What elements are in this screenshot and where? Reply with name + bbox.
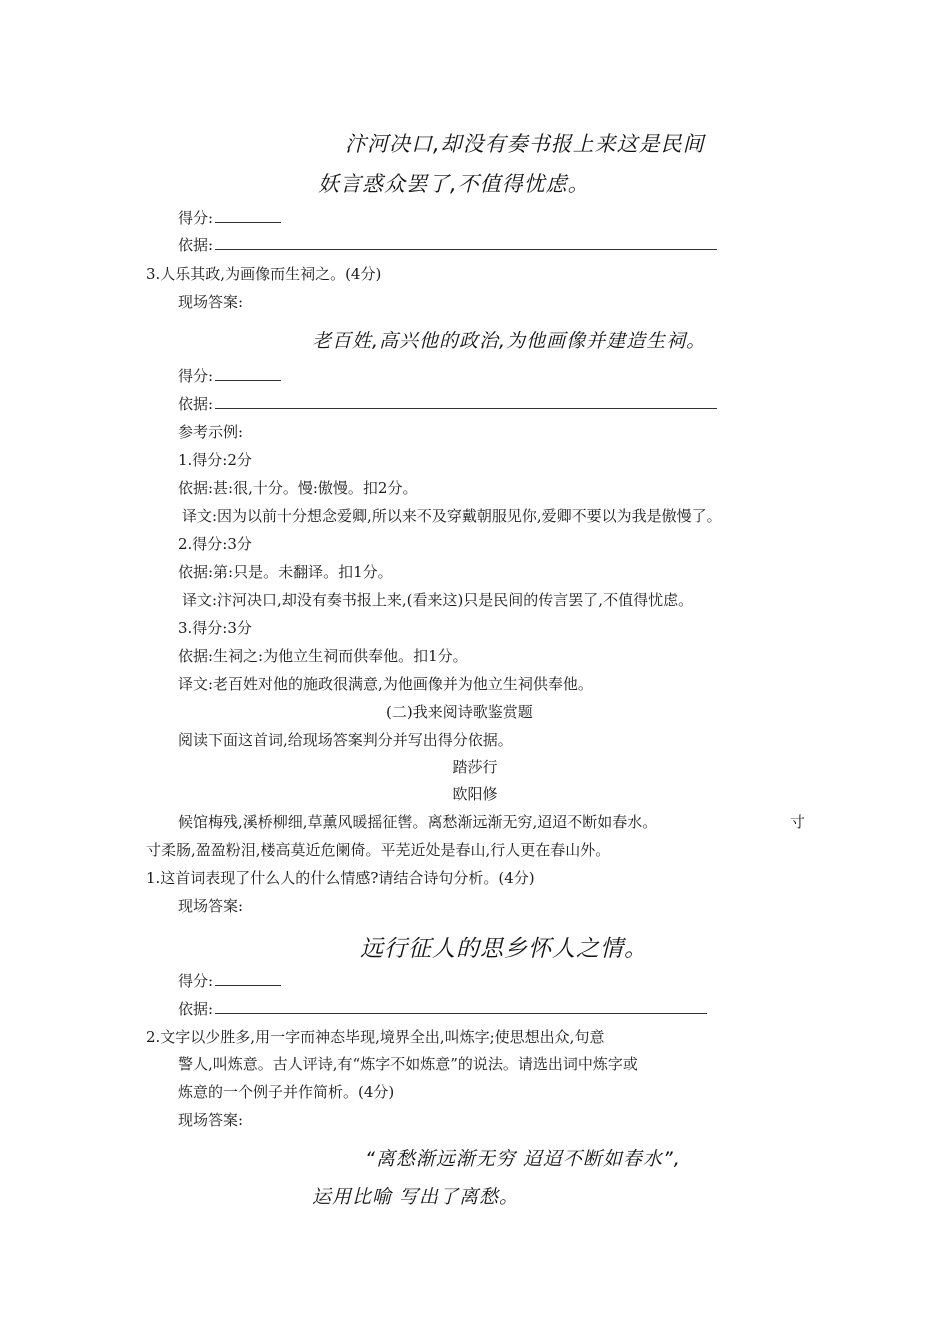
reference-3-basis: 依据:生祠之:为他立生祠而供奉他。扣1分。 — [178, 647, 468, 665]
basis-row-q3 — [178, 394, 717, 414]
poem-question-1: 1.这首词表现了什么人的什么情感?请结合诗句分析。(4分) — [146, 869, 535, 887]
poem-question-2-line1: 2.文字以少胜多,用一字而神态毕现,境界全出,叫炼字;使思想出众,句意 — [146, 1028, 605, 1046]
score-label: 得分: — [178, 972, 214, 990]
basis-label: 依据: — [178, 1000, 214, 1018]
score-label: 得分: — [178, 367, 214, 385]
reference-2-score: 2.得分:3分 — [178, 535, 252, 553]
section-instruction: 阅读下面这首词,给现场答案判分并写出得分依据。 — [178, 731, 513, 749]
score-row-pq1 — [178, 971, 281, 991]
basis-blank[interactable] — [215, 394, 717, 409]
reference-3-score: 3.得分:3分 — [178, 619, 252, 637]
score-row-q3 — [178, 366, 281, 386]
score-blank[interactable] — [215, 366, 281, 381]
question-3: 3.人乐其政,为画像而生祠之。(4分) — [146, 265, 382, 283]
score-blank[interactable] — [215, 971, 281, 986]
onsite-answer-label-q3: 现场答案: — [178, 293, 244, 311]
handwritten-answer-poem-2-line1: “离愁渐远渐无穷 迢迢不断如春水”, — [365, 1148, 681, 1170]
handwritten-answer-q2-line1: 汴河决口,却没有奏书报上来这是民间 — [345, 132, 705, 156]
poem-question-2-line3: 炼意的一个例子并作简析。(4分) — [178, 1083, 395, 1101]
poem-line-1: 候馆梅残,溪桥柳细,草薰风暖摇征辔。离愁渐远渐无穷,迢迢不断如春水。 — [178, 813, 658, 831]
score-blank[interactable] — [215, 208, 281, 223]
reference-1-translation: 译文:因为以前十分想念爱卿,所以来不及穿戴朝服见你,爱卿不要以为我是傲慢了。 — [182, 507, 722, 525]
reference-1-basis: 依据:甚:很,十分。慢:傲慢。扣2分。 — [178, 479, 418, 497]
score-row-q2 — [178, 208, 281, 228]
basis-blank[interactable] — [215, 999, 707, 1014]
basis-label: 依据: — [178, 236, 214, 254]
poem-title: 踏莎行 — [452, 758, 498, 776]
reference-2-basis: 依据:第:只是。未翻译。扣1分。 — [178, 563, 393, 581]
poem-line-1-end: 寸 — [790, 813, 806, 831]
onsite-answer-label-pq2: 现场答案: — [178, 1111, 244, 1129]
basis-blank[interactable] — [215, 235, 717, 250]
score-label: 得分: — [178, 209, 214, 227]
reference-3-translation: 译文:老百姓对他的施政很满意,为他画像并为他立生祠供奉他。 — [178, 675, 593, 693]
poem-author: 欧阳修 — [452, 785, 498, 803]
reference-label: 参考示例: — [178, 423, 244, 441]
section-heading: (二)我来阅诗歌鉴赏题 — [386, 703, 533, 721]
poem-line-2: 寸柔肠,盈盈粉泪,楼高莫近危阑倚。平芜近处是春山,行人更在春山外。 — [146, 841, 611, 859]
handwritten-answer-poem-1: 远行征人的思乡怀人之情。 — [360, 936, 648, 962]
handwritten-answer-poem-2-line2: 运用比喻 写出了离愁。 — [312, 1186, 520, 1208]
basis-row-pq1 — [178, 999, 707, 1019]
basis-label: 依据: — [178, 395, 214, 413]
onsite-answer-label-pq1: 现场答案: — [178, 897, 244, 915]
handwritten-answer-q2-line2: 妖言惑众罢了,不值得忧虑。 — [318, 172, 590, 196]
reference-1-score: 1.得分:2分 — [178, 451, 252, 469]
poem-question-2-line2: 警人,叫炼意。古人评诗,有“炼字不如炼意”的说法。请选出词中炼字或 — [178, 1055, 638, 1073]
handwritten-answer-q3: 老百姓,高兴他的政治,为他画像并建造生祠。 — [312, 330, 707, 352]
reference-2-translation: 译文:汴河决口,却没有奏书报上来,(看来这)只是民间的传言罢了,不值得忧虑。 — [182, 591, 694, 609]
basis-row-q2 — [178, 235, 717, 255]
